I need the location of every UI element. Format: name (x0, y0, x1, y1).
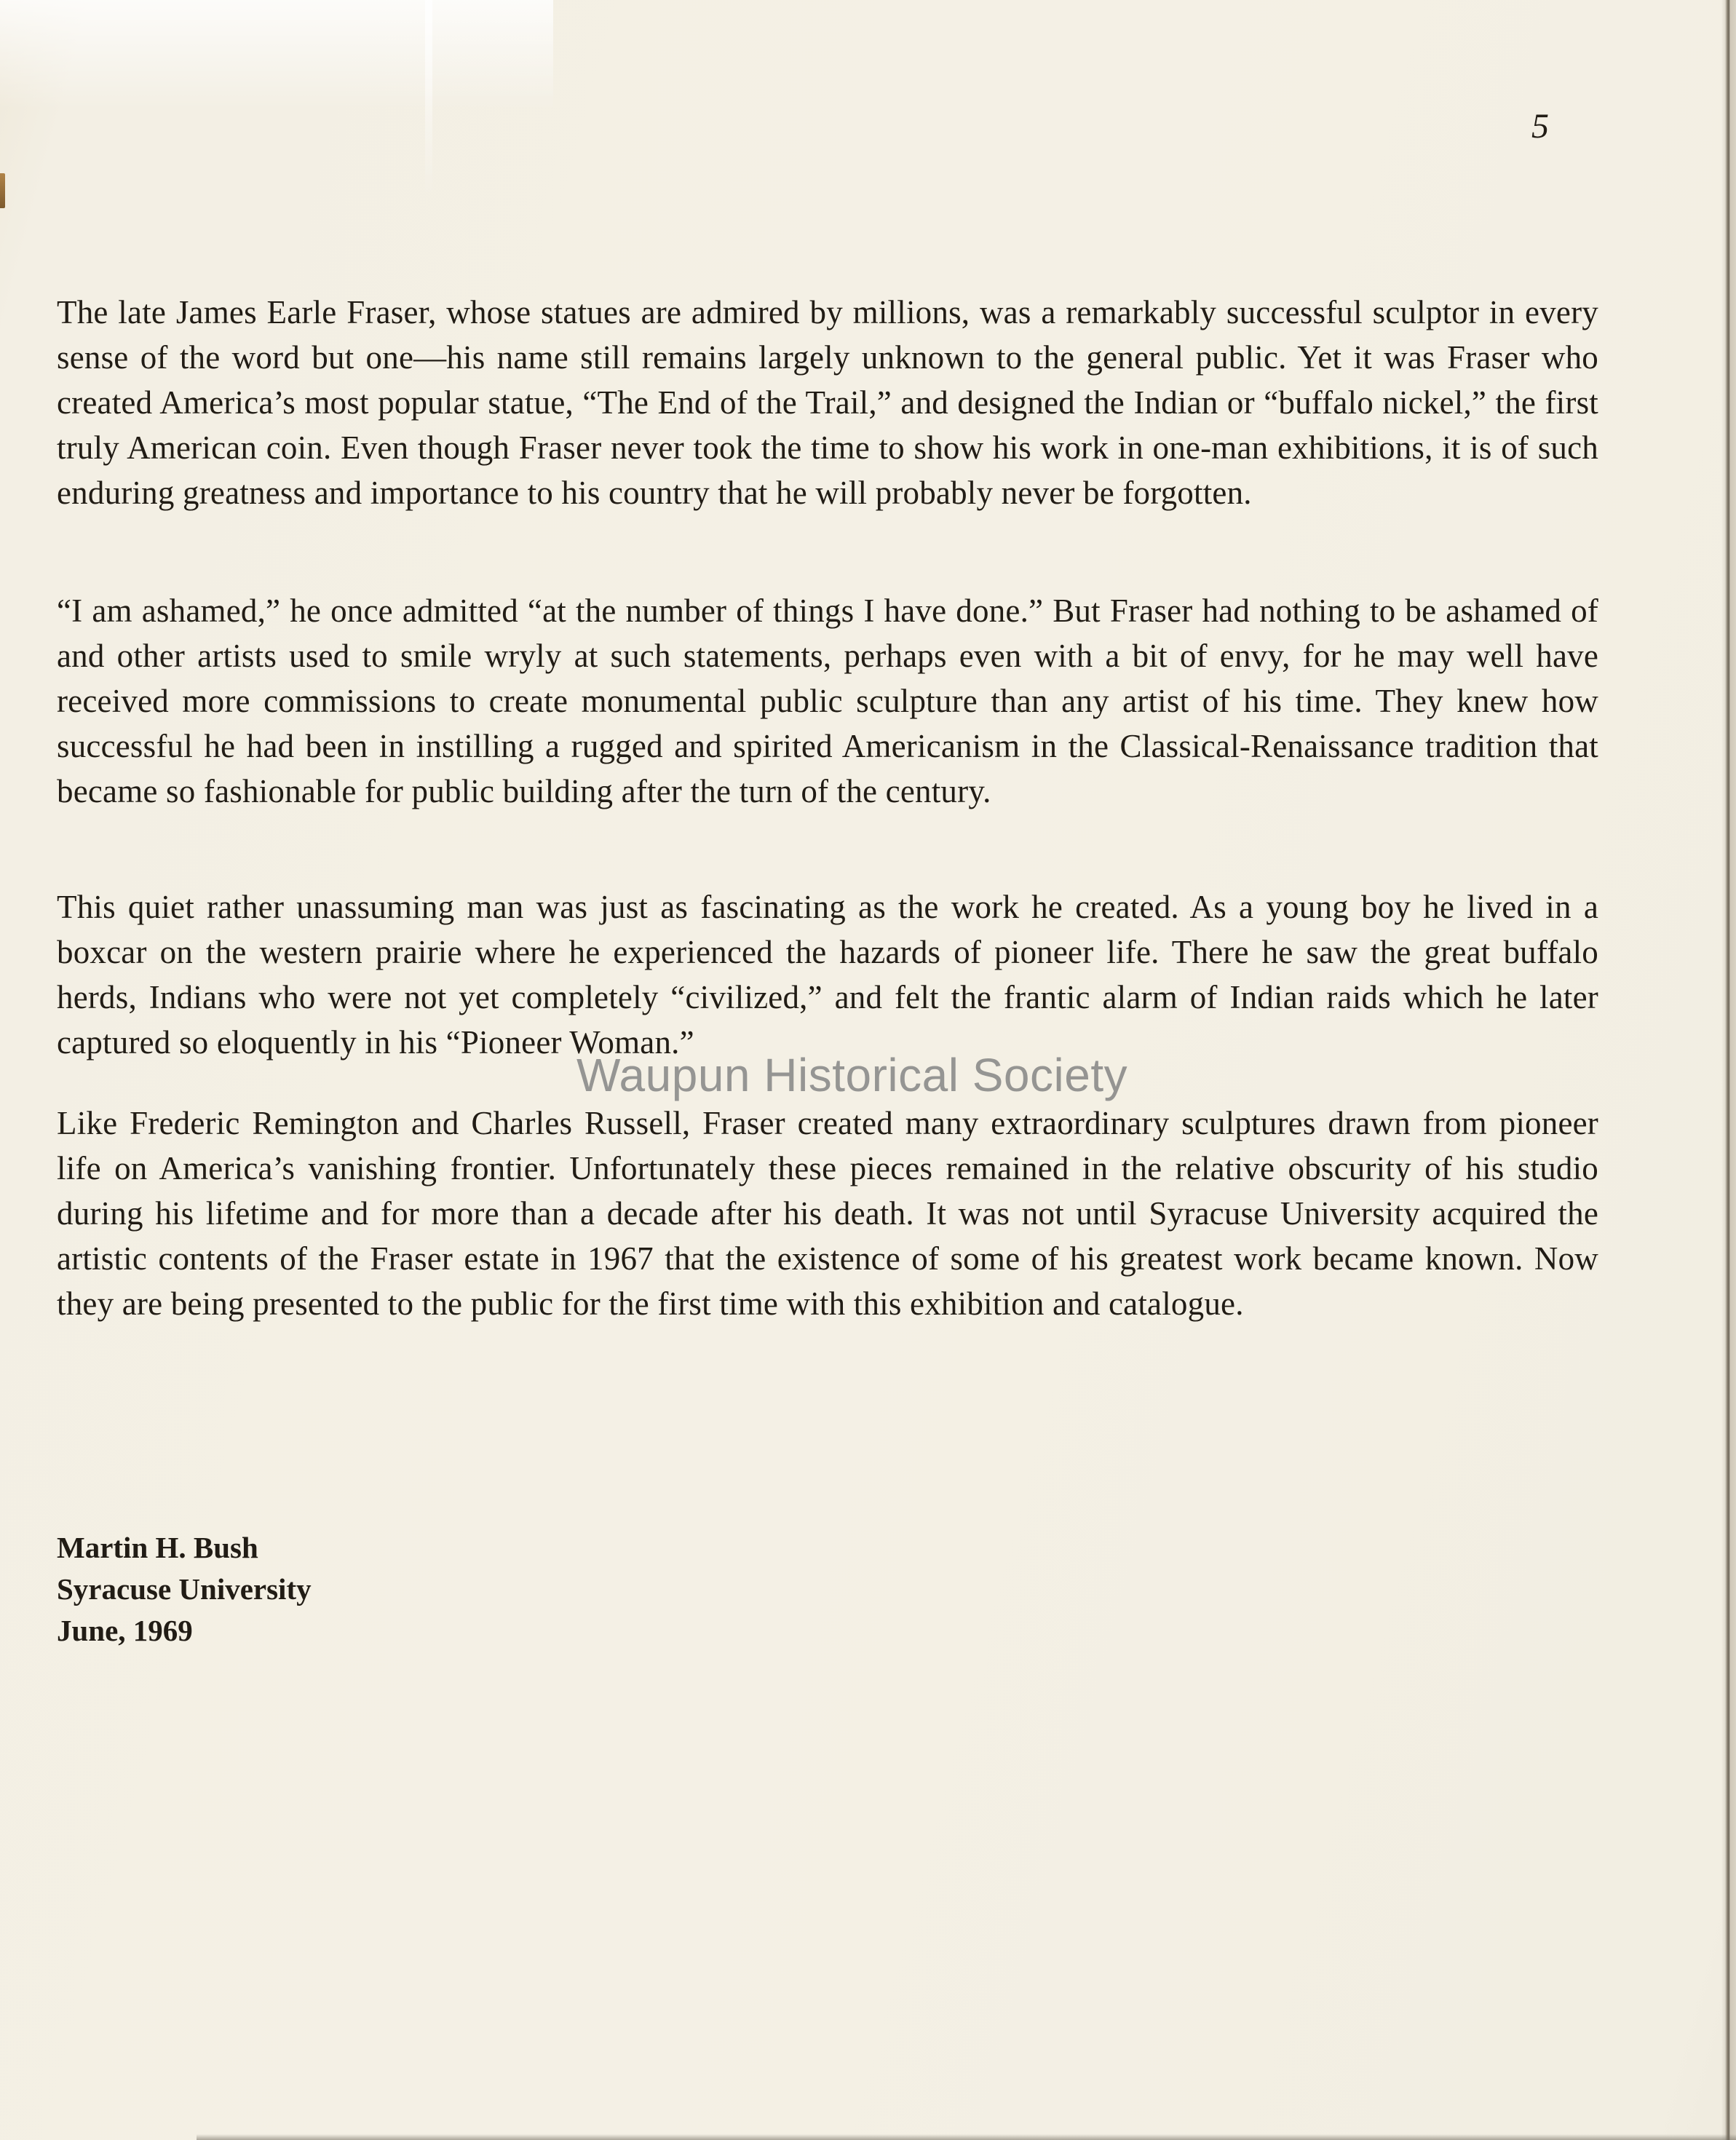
signature-date: June, 1969 (57, 1614, 193, 1647)
page-number: 5 (1531, 107, 1550, 146)
body-paragraph: The late James Earle Fraser, whose statues are admired by millions, was a remarkably successful sculptor in every sense of the word but one—his name still remains largely unknown to the general public. Yet it was Fraser who created America’s most popular statue, “The End of the Trail,” and designed the Indian or “buffalo nickel,” the first truly American coin. Even though Fraser never took the time to show his work in one-man exhibitions, it is of such enduring greatness and importance to his country that he will probably never be forgotten. (57, 294, 1598, 511)
body-paragraph: This quiet rather unassuming man was just as fascinating as the work he created. As a young boy he lived in a boxcar on the western prairie where he experienced the hazards of pioneer life. There he saw the great buffalo herds, Indians who were not yet completely “civilized,” and felt the frantic alarm of Indian raids which he later captured so eloquently in his “Pioneer Woman.” (57, 889, 1598, 1061)
scan-light-wash (0, 0, 553, 109)
signature-name: Martin H. Bush (57, 1531, 258, 1564)
scan-streak-artifact (425, 0, 432, 197)
left-edge-mark (0, 173, 5, 208)
body-paragraph: “I am ashamed,” he once admitted “at the number of things I have done.” But Fraser had nothing to be ashamed of and other artists used to smile wryly at such statements, perhaps even with a bit of envy, for he may well have received more commissions to create monumental public sculpture than any artist of his time. They knew how successful he had been in instilling a rugged and spirited Americanism in the Classical-Renaissance tradition that became so fashionable for public building after the turn of the century. (57, 593, 1598, 809)
watermark: Waupun Historical Society (576, 1049, 1128, 1101)
page-edge-shadow (1721, 0, 1736, 2140)
page-bottom-edge-shadow (197, 2134, 1736, 2140)
signature-block (57, 1527, 312, 1652)
body-paragraph: Like Frederic Remington and Charles Russell, Fraser created many extraordinary sculptures drawn from pioneer life on America’s vanishing frontier. Unfortunately these pieces remained in the relative obscurity of his studio during his lifetime and for more than a decade after his death. It was not until Syracuse University acquired the artistic contents of the Fraser estate in 1967 that the existence of some of his greatest work became known. Now they are being presented to the public for the first time with this exhibition and catalogue. (57, 1105, 1598, 1322)
signature-institution: Syracuse University (57, 1572, 312, 1606)
